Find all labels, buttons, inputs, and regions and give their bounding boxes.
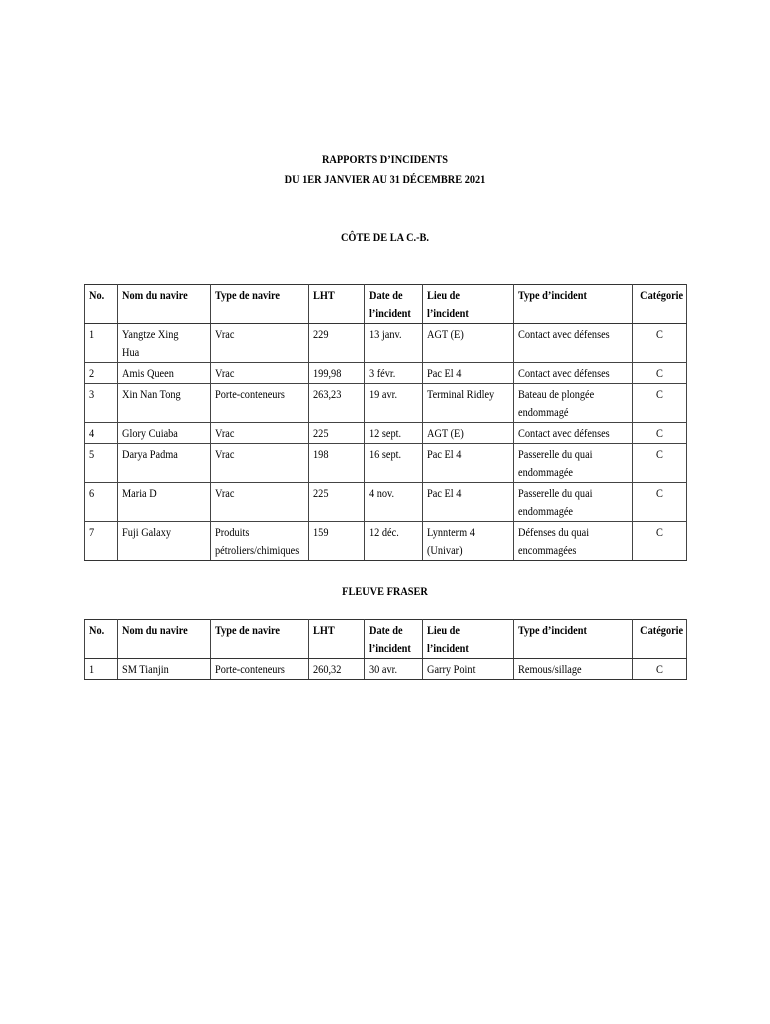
col-lht-cell: [309, 659, 365, 680]
cell-value: Vrac: [215, 486, 235, 500]
cell-value: Passerelle du quai endommagée: [518, 447, 593, 479]
col-vessel-type-cell: [211, 363, 309, 384]
col-date-cell: [365, 483, 423, 522]
col-category-cell: [633, 522, 687, 561]
table-row: [85, 444, 687, 483]
col-no-cell: [85, 522, 118, 561]
col-incident-type-cell: [514, 444, 633, 483]
col-category-cell: [633, 444, 687, 483]
cell-value: 229: [313, 327, 329, 341]
cell-value: 12 déc.: [369, 525, 399, 539]
cell-value: Glory Cuiaba: [122, 426, 178, 440]
header-label: LHT: [313, 623, 335, 637]
report-title-line-2: DU 1ER JANVIER AU 31 DÉCEMBRE 2021: [284, 172, 486, 186]
col-location-header: [423, 285, 514, 324]
col-lht-cell: [309, 363, 365, 384]
cell-value: 263,23: [313, 387, 342, 401]
cell-value: 19 avr.: [369, 387, 398, 401]
cell-value: 12 sept.: [369, 426, 402, 440]
col-vessel-name-header: [118, 620, 211, 659]
cell-value: Terminal Ridley: [427, 387, 495, 401]
col-location-cell: [423, 659, 514, 680]
cell-value: 7: [89, 525, 95, 539]
col-vessel-type-header: [211, 620, 309, 659]
col-vessel-name-header: [118, 285, 211, 324]
cell-value: Maria D: [122, 486, 157, 500]
col-vessel-name-cell: [118, 483, 211, 522]
cell-value: Contact avec défenses: [518, 327, 610, 341]
cell-value: C: [656, 447, 663, 461]
col-category-cell: [633, 659, 687, 680]
col-lht-header: [309, 285, 365, 324]
header-label: No.: [89, 288, 105, 302]
header-label: Lieu de l’incident: [427, 288, 469, 320]
col-vessel-type-cell: [211, 444, 309, 483]
col-incident-type-cell: [514, 384, 633, 423]
col-date-cell: [365, 384, 423, 423]
col-date-header: [365, 620, 423, 659]
incident-table-fleuve-fraser: [84, 619, 687, 680]
cell-value: 225: [313, 426, 329, 440]
header-label: Type de navire: [215, 288, 280, 302]
col-incident-type-cell: [514, 324, 633, 363]
cell-value: Xin Nan Tong: [122, 387, 181, 401]
section-heading-fleuve-fraser: FLEUVE FRASER: [342, 584, 428, 598]
header-label: Type d’incident: [518, 623, 587, 637]
header-label: Lieu de l’incident: [427, 623, 469, 655]
cell-value: C: [656, 486, 663, 500]
col-vessel-name-cell: [118, 384, 211, 423]
cell-value: Fuji Galaxy: [122, 525, 172, 539]
table-row: [85, 522, 687, 561]
header-label: Date de l’incident: [369, 288, 411, 320]
cell-value: 30 avr.: [369, 662, 398, 676]
col-incident-type-cell: [514, 659, 633, 680]
header-label: Nom du navire: [122, 623, 188, 637]
col-incident-type-cell: [514, 423, 633, 444]
col-vessel-name-cell: [118, 423, 211, 444]
col-vessel-type-cell: [211, 423, 309, 444]
col-date-cell: [365, 324, 423, 363]
col-no-header: [85, 285, 118, 324]
col-vessel-name-cell: [118, 444, 211, 483]
col-incident-type-cell: [514, 483, 633, 522]
cell-value: Darya Padma: [122, 447, 178, 461]
cell-value: 6: [89, 486, 95, 500]
cell-value: Bateau de plongée endommagé: [518, 387, 595, 419]
col-location-cell: [423, 522, 514, 561]
col-lht-cell: [309, 324, 365, 363]
col-date-cell: [365, 522, 423, 561]
col-lht-cell: [309, 384, 365, 423]
report-title-line-1: RAPPORTS D’INCIDENTS: [321, 152, 449, 166]
col-location-cell: [423, 423, 514, 444]
cell-value: SM Tianjin: [122, 662, 169, 676]
cell-value: 225: [313, 486, 329, 500]
cell-value: 260,32: [313, 662, 342, 676]
col-incident-type-header: [514, 620, 633, 659]
cell-value: 1: [89, 662, 95, 676]
col-location-cell: [423, 444, 514, 483]
col-no-cell: [85, 659, 118, 680]
col-date-header: [365, 285, 423, 324]
header-label: LHT: [313, 288, 335, 302]
header-label: Type d’incident: [518, 288, 587, 302]
col-lht-cell: [309, 444, 365, 483]
col-date-cell: [365, 659, 423, 680]
header-label: Catégorie: [640, 623, 684, 637]
cell-value: C: [656, 426, 663, 440]
cell-value: Lynnterm 4 (Univar): [427, 525, 475, 557]
cell-value: AGT (E): [427, 426, 464, 440]
col-date-cell: [365, 363, 423, 384]
cell-value: 4 nov.: [369, 486, 395, 500]
col-category-cell: [633, 324, 687, 363]
col-incident-type-cell: [514, 363, 633, 384]
cell-value: Porte-conteneurs: [215, 387, 285, 401]
table-header-row: [85, 620, 687, 659]
table-row: [85, 659, 687, 680]
cell-value: 4: [89, 426, 95, 440]
table-row: [85, 324, 687, 363]
cell-value: 5: [89, 447, 95, 461]
cell-value: Pac El 4: [427, 447, 462, 461]
col-category-header: [633, 620, 687, 659]
col-category-cell: [633, 363, 687, 384]
col-no-cell: [85, 324, 118, 363]
cell-value: 199,98: [313, 366, 342, 380]
cell-value: Contact avec défenses: [518, 366, 610, 380]
table-row: [85, 363, 687, 384]
section-heading-cote-cb: CÔTE DE LA C.-B.: [340, 230, 430, 244]
cell-value: Passerelle du quai endommagée: [518, 486, 593, 518]
col-location-header: [423, 620, 514, 659]
cell-value: C: [656, 662, 663, 676]
col-vessel-type-cell: [211, 522, 309, 561]
cell-value: Pac El 4: [427, 486, 462, 500]
cell-value: C: [656, 525, 663, 539]
cell-value: 13 janv.: [369, 327, 402, 341]
table-header-row: [85, 285, 687, 324]
cell-value: Produits pétroliers/chimiques: [215, 525, 300, 557]
cell-value: 1: [89, 327, 95, 341]
col-location-cell: [423, 324, 514, 363]
cell-value: Vrac: [215, 426, 235, 440]
cell-value: C: [656, 387, 663, 401]
col-lht-cell: [309, 522, 365, 561]
cell-value: 198: [313, 447, 329, 461]
col-vessel-name-cell: [118, 363, 211, 384]
cell-value: Vrac: [215, 447, 235, 461]
cell-value: Remous/sillage: [518, 662, 582, 676]
cell-value: Pac El 4: [427, 366, 462, 380]
cell-value: Contact avec défenses: [518, 426, 610, 440]
col-lht-header: [309, 620, 365, 659]
col-location-cell: [423, 363, 514, 384]
table-row: [85, 483, 687, 522]
cell-value: Vrac: [215, 366, 235, 380]
incident-table-cote-cb: [84, 284, 687, 561]
cell-value: Défenses du quai encommagées: [518, 525, 590, 557]
cell-value: 2: [89, 366, 95, 380]
cell-value: 3 févr.: [369, 366, 396, 380]
table-row: [85, 384, 687, 423]
cell-value: 3: [89, 387, 95, 401]
col-vessel-type-header: [211, 285, 309, 324]
header-label: Catégorie: [640, 288, 684, 302]
col-location-cell: [423, 483, 514, 522]
col-date-cell: [365, 423, 423, 444]
col-vessel-type-cell: [211, 324, 309, 363]
col-no-cell: [85, 423, 118, 444]
col-location-cell: [423, 384, 514, 423]
col-vessel-type-cell: [211, 483, 309, 522]
col-lht-cell: [309, 423, 365, 444]
cell-value: C: [656, 327, 663, 341]
col-no-cell: [85, 483, 118, 522]
header-label: No.: [89, 623, 105, 637]
cell-value: Yangtze Xing Hua: [122, 327, 179, 359]
cell-value: 159: [313, 525, 329, 539]
header-label: Type de navire: [215, 623, 280, 637]
cell-value: Amis Queen: [122, 366, 174, 380]
col-no-cell: [85, 363, 118, 384]
col-vessel-name-cell: [118, 522, 211, 561]
col-category-cell: [633, 483, 687, 522]
cell-value: AGT (E): [427, 327, 464, 341]
col-vessel-name-cell: [118, 324, 211, 363]
col-lht-cell: [309, 483, 365, 522]
cell-value: Vrac: [215, 327, 235, 341]
col-date-cell: [365, 444, 423, 483]
col-no-cell: [85, 384, 118, 423]
cell-value: Porte-conteneurs: [215, 662, 285, 676]
col-no-header: [85, 620, 118, 659]
col-category-cell: [633, 384, 687, 423]
header-label: Nom du navire: [122, 288, 188, 302]
col-no-cell: [85, 444, 118, 483]
col-incident-type-cell: [514, 522, 633, 561]
col-category-header: [633, 285, 687, 324]
cell-value: Garry Point: [427, 662, 476, 676]
col-category-cell: [633, 423, 687, 444]
col-incident-type-header: [514, 285, 633, 324]
table-row: [85, 423, 687, 444]
cell-value: C: [656, 366, 663, 380]
header-label: Date de l’incident: [369, 623, 411, 655]
col-vessel-type-cell: [211, 659, 309, 680]
col-vessel-name-cell: [118, 659, 211, 680]
cell-value: 16 sept.: [369, 447, 402, 461]
col-vessel-type-cell: [211, 384, 309, 423]
